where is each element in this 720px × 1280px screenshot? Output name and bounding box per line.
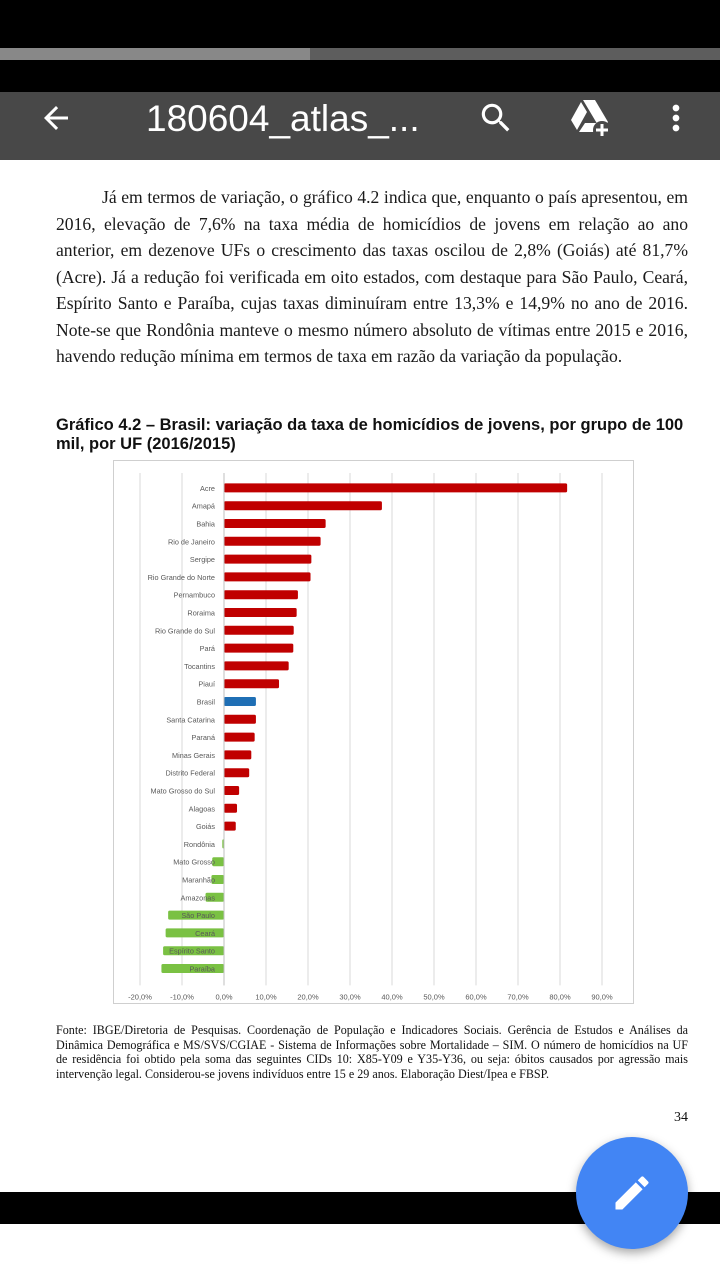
- x-tick-label: 20,0%: [297, 992, 319, 1002]
- category-label: Brasil: [196, 697, 215, 707]
- x-tick-label: 70,0%: [507, 992, 529, 1002]
- bar: [224, 555, 311, 564]
- category-label: Minas Gerais: [172, 750, 215, 760]
- chart-caption: Gráfico 4.2 – Brasil: variação da taxa de homicídios de jovens, por grupo de 100 mil, por UF (2016/2015): [56, 416, 684, 453]
- bar: [224, 608, 297, 617]
- body-paragraph: Já em termos de variação, o gráfico 4.2 indica que, enquanto o país apresentou, em 2016, elevação de 7,6% na taxa média de homicídios de jovens em relação ao ano anterior, em dezenove UFs o crescimento das taxas oscilou de 2,8% (Goiás) até 81,7% (Acre). Já a redução foi verificada em oito estados, com destaque para São Paulo, Ceará, Espírito Santo e Paraíba, cujas taxas diminuíram entre 13,3% e 14,9% no ano de 2016. Note-se que Rondônia manteve o mesmo número absoluto de vítimas entre 2015 e 2016, havendo redução mínima em termos de taxa em razão da variação da população.: [56, 187, 688, 366]
- bar: [224, 519, 326, 528]
- bar: [224, 644, 293, 653]
- category-label: Pará: [199, 644, 215, 654]
- document-title: 180604_atlas_...: [146, 98, 420, 139]
- source-note: Fonte: IBGE/Diretoria de Pesquisas. Coordenação de População e Indicadores Sociais. Gerência de Estudos e Análises da Dinâmica Demográfica e MS/SVS/CGIAE - Sistema de Informações sobre Mortalidade – SIM. O número de homicídios na UF de residência foi obtido pela soma das seguintes CIDs 10: X85-Y09 e Y35-Y36, ou seja: óbitos causados por agressão mais intervenção legal. Considerou-se jovens indivíduos entre 15 e 29 anos. Elaboração Diest/Ipea e FBSP.: [56, 1023, 688, 1081]
- add-to-drive-icon[interactable]: [568, 96, 612, 140]
- bar: [224, 768, 249, 777]
- bar: [224, 661, 289, 670]
- bar-chart: [114, 461, 633, 1003]
- category-label: Rio Grande do Norte: [147, 572, 215, 582]
- bar: [224, 537, 321, 546]
- bar: [224, 679, 279, 688]
- category-label: Amazonas: [180, 893, 215, 903]
- category-label: Acre: [199, 483, 215, 493]
- category-label: Tocantins: [184, 661, 215, 671]
- bar: [224, 483, 567, 492]
- bar: [224, 590, 298, 599]
- x-tick-label: 80,0%: [549, 992, 571, 1002]
- back-arrow-icon[interactable]: [34, 96, 78, 140]
- x-tick-label: 0,0%: [215, 992, 233, 1002]
- x-tick-label: 40,0%: [381, 992, 403, 1002]
- app-bar: [0, 92, 720, 160]
- x-tick-label: 60,0%: [465, 992, 487, 1002]
- category-label: Pernambuco: [173, 590, 215, 600]
- status-bar: [0, 0, 720, 48]
- category-label: Piauí: [198, 679, 215, 689]
- bar: [224, 572, 311, 581]
- x-tick-label: 90,0%: [591, 992, 613, 1002]
- category-label: Rio de Janeiro: [167, 537, 215, 547]
- more-vert-icon[interactable]: [654, 96, 698, 140]
- category-label: Rondônia: [183, 839, 215, 849]
- bar: [224, 715, 256, 724]
- edit-fab[interactable]: [576, 1137, 688, 1249]
- category-label: Ceará: [195, 928, 215, 938]
- bar: [224, 750, 251, 759]
- category-label: São Paulo: [181, 911, 215, 921]
- x-tick-label: 10,0%: [255, 992, 277, 1002]
- page-number: 34: [674, 1110, 688, 1125]
- bar: [224, 822, 236, 831]
- category-label: Santa Catarina: [166, 715, 215, 725]
- category-label: Mato Grosso: [173, 857, 215, 867]
- category-label: Alagoas: [188, 804, 215, 814]
- bar: [224, 786, 239, 795]
- bar: [224, 501, 382, 510]
- category-label: Distrito Federal: [165, 768, 215, 778]
- loading-progress-bar: [0, 48, 720, 60]
- document-page: [0, 160, 720, 1192]
- bar: [224, 733, 255, 742]
- loading-progress-fill: [0, 48, 310, 60]
- category-label: Goiás: [195, 822, 215, 832]
- category-label: Sergipe: [189, 555, 215, 565]
- bar: [224, 804, 237, 813]
- category-label: Amapá: [191, 501, 215, 511]
- x-tick-label: 30,0%: [339, 992, 361, 1002]
- bar: [224, 626, 294, 635]
- category-label: Rio Grande do Sul: [154, 626, 215, 636]
- category-label: Paraíba: [189, 964, 215, 974]
- category-label: Maranhão: [182, 875, 215, 885]
- x-tick-label: 50,0%: [423, 992, 445, 1002]
- edit-pencil-icon: [610, 1171, 654, 1215]
- x-tick-label: -10,0%: [170, 992, 194, 1002]
- category-label: Paraná: [191, 733, 215, 743]
- chart-frame: [113, 460, 634, 1004]
- bar: [224, 697, 256, 706]
- x-tick-label: -20,0%: [128, 992, 152, 1002]
- category-label: Mato Grosso do Sul: [150, 786, 215, 796]
- category-label: Roraima: [187, 608, 215, 618]
- category-label: Bahia: [196, 519, 215, 529]
- top-strip: [0, 60, 720, 92]
- category-label: Espírito Santo: [169, 946, 215, 956]
- search-icon[interactable]: [474, 96, 518, 140]
